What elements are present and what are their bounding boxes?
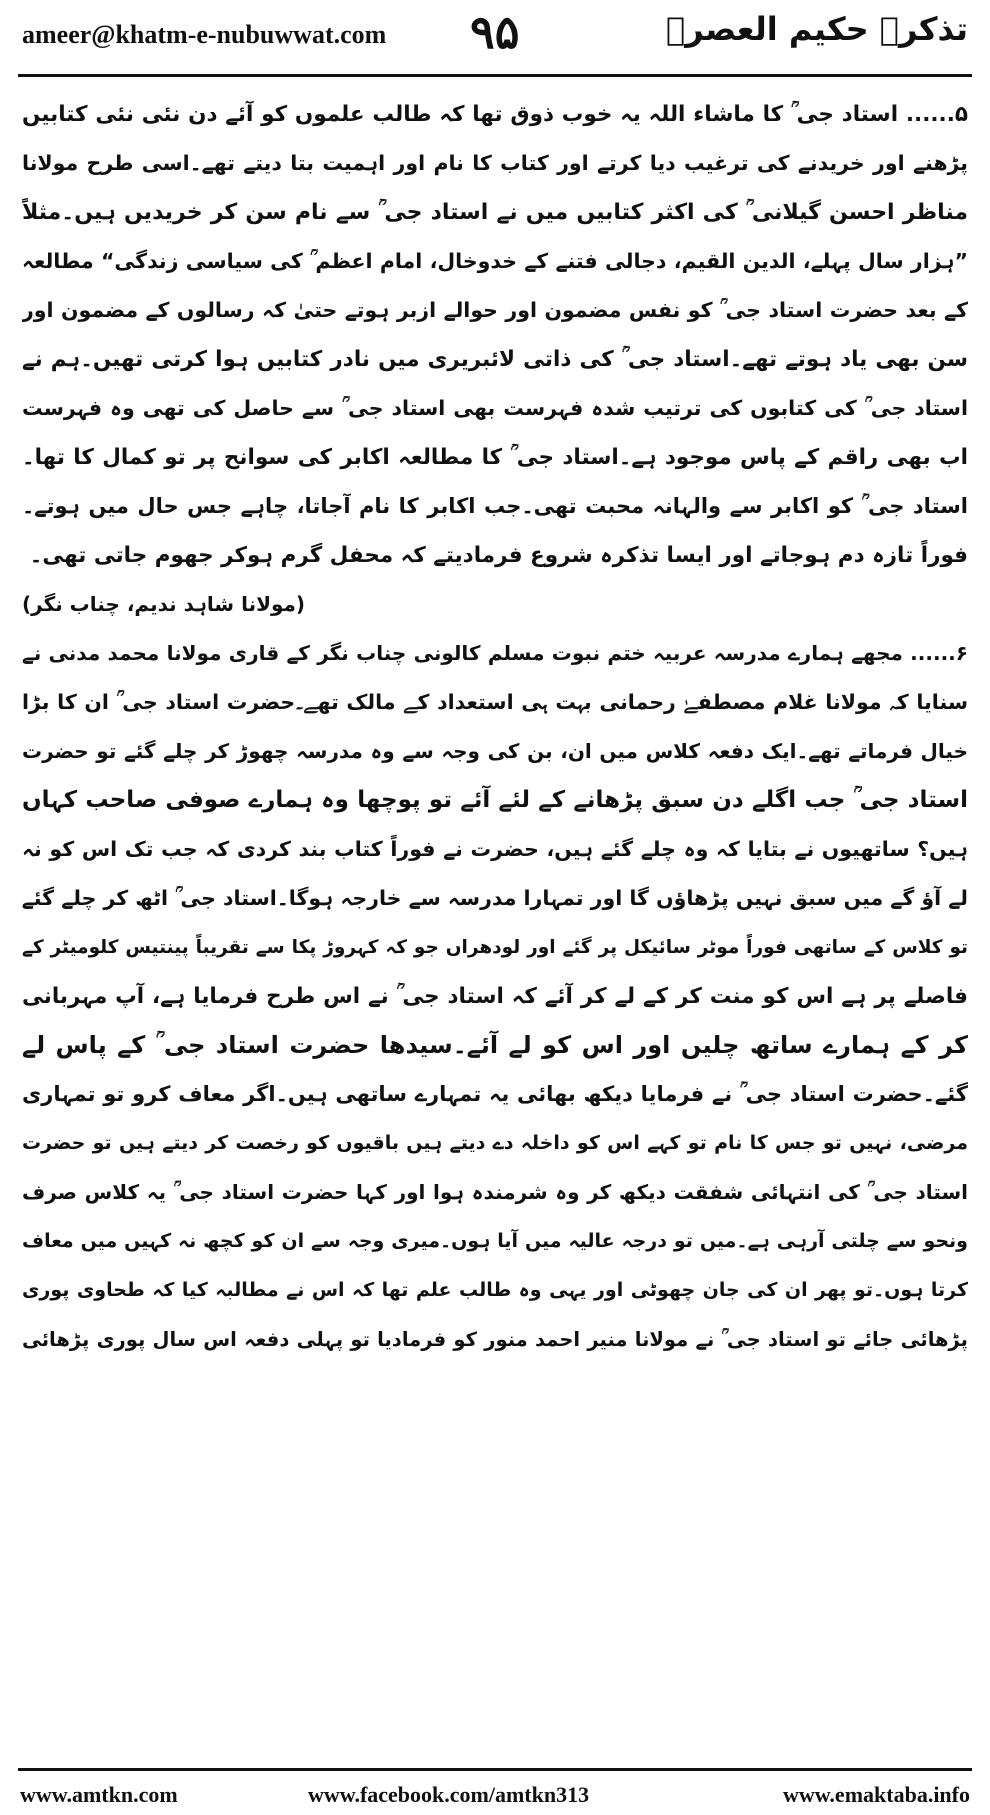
text-line: مرضی، نہیں تو جس کا نام تو کہے اس کو داخلہ دے دیتے ہیں باقیوں کو رخصت کر دیتے ہیں تو حضرت [22, 1132, 968, 1154]
header-divider [18, 74, 972, 77]
text-line: گئے۔حضرت استاد جی ؒ نے فرمایا دیکھ بھائی یہ تمہارے ساتھی ہیں۔اگر معاف کرو تو تمہاری [22, 1082, 968, 1106]
text-line: سن بھی یاد ہوتے تھے۔استاد جی ؒ کی ذاتی لائبریری میں نادر کتابیں ہوا کرتی تھیں۔ہم نے [22, 347, 968, 372]
text-line: مناظر احسن گیلانی ؒ کی اکثر کتابیں میں نے استاد جی ؒ سے نام سن کر خریدیں ہیں۔مثلاً [22, 200, 968, 225]
text-line: لے آؤ گے میں سبق نہیں پڑھاؤں گا اور تمہارا مدرسہ سے خارجہ ہوگا۔استاد جی ؒ اٹھ کر چلے گئے [22, 886, 968, 910]
text-line: استاد جی ؒ جب اگلے دن سبق پڑھانے کے لئے آئے تو پوچھا وہ ہمارے صوفی صاحب کہاں [22, 787, 968, 813]
text-line: تو کلاس کے ساتھی فوراً موٹر سائیکل پر گئے اور لودھراں جو کہ کہروڑ پکا سے تقریباً پینتیس کلومیٹر کے [22, 937, 968, 958]
text-line: خیال فرماتے تھے۔ایک دفعہ کلاس میں ان، بن کی وجہ سے وہ مدرسہ چھوڑ کر چلے گئے تو حضرت [22, 739, 968, 763]
footer-link-facebook[interactable]: www.facebook.com/amtkn313 [308, 1782, 590, 1807]
footer-divider [18, 1768, 972, 1771]
footer-link-amtkn[interactable]: www.amtkn.com [20, 1782, 178, 1807]
text-line: استاد جی ؒ کی انتہائی شفقت دیکھ کر وہ شرمندہ ہوا اور کہا حضرت استاد جی ؒ یہ کلاس صرف [22, 1180, 968, 1204]
text-line: ونحو سے چلتی آرہی ہے۔میں تو درجہ عالیہ میں آیا ہوں۔میری وجہ سے ان کو کچھ نہ کہیں میں معاف [22, 1230, 968, 1252]
book-title: تذکرہ حکیم العصرؒ [665, 10, 968, 48]
text-line: سنایا کہ مولانا غلام مصطفےٰ رحمانی بہت ہی استعداد کے مالک تھے۔حضرت استاد جی ؒ ان کا بڑا [22, 690, 968, 714]
page-header [0, 0, 990, 80]
text-line: ۵...... استاد جی ؒ کا ماشاء اللہ یہ خوب ذوق تھا کہ طالب علموں کو آئے دن نئی نئی کتابیں [22, 102, 968, 127]
text-line: کرتا ہوں۔تو پھر ان کی جان چھوٹی اور یہی وہ طالب علم تھا کہ اس نے مطالبہ کیا کہ طحاوی پوری [22, 1279, 968, 1301]
text-line: فوراً تازہ دم ہوجاتے اور ایسا تذکرہ شروع فرمادیتے کہ محفل گرم ہوکر جھوم جاتی تھی۔ [29, 543, 968, 568]
text-line: پڑھنے اور خریدنے کی ترغیب دیا کرتے اور کتاب کا نام اور اہمیت بتا دیتے تھے۔اسی طرح مولانا [22, 151, 968, 175]
text-line: اب بھی راقم کے پاس موجود ہے۔استاد جی ؒ کا مطالعہ اکابر کی سوانح پر تو کمال کا تھا۔ [22, 445, 968, 470]
header-email: ameer@khatm-e-nubuwwat.com [22, 20, 387, 49]
page-number: ۹۵ [470, 5, 520, 59]
text-line: استاد جی ؒ کو اکابر سے والہانہ محبت تھی۔جب اکابر کا نام آجاتا، چاہے جس حال میں ہوتے۔ [22, 494, 968, 518]
text-line: ۶...... مجھے ہمارے مدرسہ عربیہ ختم نبوت مسلم کالونی چناب نگر کے قاری مولانا محمد مدنی نے [22, 641, 968, 665]
text-line: کر کے ہمارے ساتھ چلیں اور اس کو لے آئے۔سیدھا حضرت استاد جی ؒ کے پاس لے [22, 1031, 968, 1059]
text-line: پڑھائی جائے تو استاد جی ؒ نے مولانا منیر احمد منور کو فرمادیا تو پہلی دفعہ اس سال پوری پڑھائی [22, 1328, 968, 1351]
attribution: (مولانا شاہد ندیم، چناب نگر) [22, 592, 306, 616]
text-line: استاد جی ؒ کی کتابوں کی ترتیب شدہ فہرست بھی استاد جی ؒ سے حاصل کی تھی وہ فہرست [22, 396, 968, 420]
text-line: فاصلے پر ہے اس کو منت کر کے لے کر آئے کہ استاد جی ؒ نے اس طرح فرمایا ہے، آپ مہربانی [22, 984, 968, 1009]
page-footer [0, 1778, 990, 1814]
page-body [22, 90, 968, 1364]
text-line: ہیں؟ ساتھیوں نے بتایا کہ وہ چلے گئے ہیں، حضرت نے فوراً کتاب بند کردی کہ جب تک اس کو نہ [22, 837, 968, 861]
text-line: کے بعد حضرت استاد جی ؒ کو نفس مضمون اور حوالے ازبر ہوتے حتیٰ کہ رسالوں کے مضمون اور [22, 298, 968, 322]
text-line: ”ہزار سال پہلے، الدین القیم، دجالی فتنے کے خدوخال، امام اعظم ؒ کی سیاسی زندگی“ مطالعہ [22, 249, 968, 273]
paragraph-5 [22, 90, 968, 629]
paragraph-6 [22, 629, 968, 1364]
footer-link-emaktaba[interactable]: www.emaktaba.info [782, 1782, 970, 1807]
